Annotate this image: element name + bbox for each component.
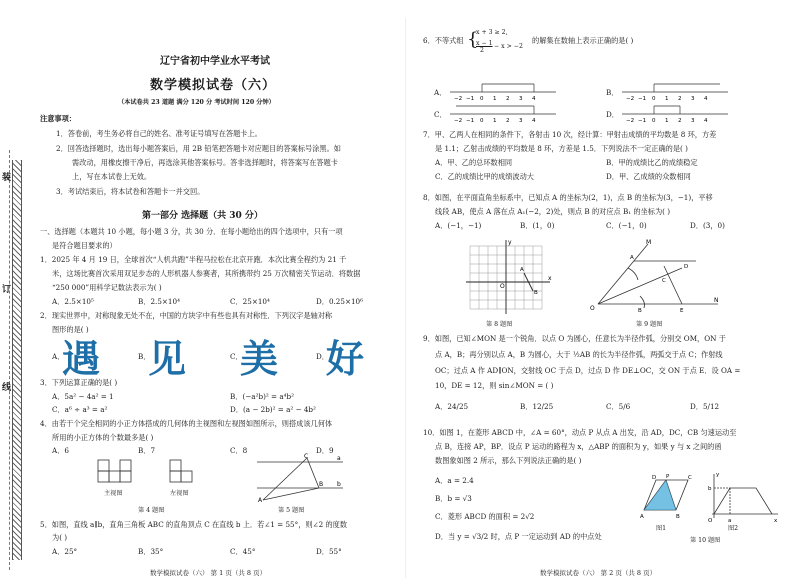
q6-option-b: B． xyxy=(606,88,619,97)
q10-option-c: C．菱形 ABCD 的面积 = 2√2 xyxy=(435,512,535,521)
svg-text:y: y xyxy=(716,472,720,478)
q5-stem-2: 为( ) xyxy=(52,533,68,542)
svg-text:1: 1 xyxy=(665,96,669,102)
svg-text:x: x xyxy=(548,275,552,282)
svg-text:A: A xyxy=(520,267,524,273)
q7-option-a: A．甲、乙的总环数相同 xyxy=(435,158,513,167)
q3-option-c: C．a⁶ ÷ a³ = a² xyxy=(52,405,108,414)
svg-text:0: 0 xyxy=(652,96,656,102)
svg-text:C: C xyxy=(662,278,666,284)
svg-text:1: 1 xyxy=(665,118,669,124)
svg-text:y: y xyxy=(508,239,512,246)
q1-option-d: D．0.25×10⁶ xyxy=(316,297,364,306)
svg-text:C: C xyxy=(688,475,692,481)
svg-text:−1: −1 xyxy=(466,96,475,102)
svg-text:0: 0 xyxy=(480,96,484,102)
q5-option-b: B．35° xyxy=(138,547,164,556)
q6-ineq-2-num: x − 1 xyxy=(476,40,493,47)
svg-text:1: 1 xyxy=(493,96,497,102)
fig8-caption: 第 8 题图 xyxy=(486,321,513,328)
q9-stem-2: 点 A，B；再分别以点 A，B 为圆心，大于 ½AB 的长为半径作弧，两弧交于点 C；作射线 xyxy=(435,350,723,359)
svg-text:−1: −1 xyxy=(638,118,647,124)
svg-text:2: 2 xyxy=(678,118,682,124)
svg-text:B: B xyxy=(676,514,680,520)
fig5-caption: 第 5 题图 xyxy=(278,507,305,514)
q2-char-a: 遇 xyxy=(62,337,101,381)
q7-stem-2: 是 1.1；乙射击成绩的平均数是 8 环，方差是 1.5．下列说法不一定正确的是( ) xyxy=(435,144,688,153)
q5-stem-1: 5．如图，直线 a∥b，直角三角板 ABC 的直角顶点 C 在直线 b 上．若∠1 = 55°，则∠2 的度数 xyxy=(40,520,348,529)
q2-option-a: A． xyxy=(52,352,65,361)
q1-stem-2: 米，这场比赛首次采用双足步态的人形机器人参赛者，其所携带约 25 万次精密关节运动．将数据 xyxy=(52,269,361,278)
svg-text:N: N xyxy=(714,297,719,304)
q7-stem-1: 7．甲、乙两人在相同的条件下，各射击 10 次，经计算：甲射击成绩的平均数是 8 环，方差 xyxy=(423,130,717,139)
binding-dashed-line xyxy=(9,150,10,570)
q2-option-d: D． xyxy=(316,352,329,361)
exam-meta: （本试卷共 23 道题 满分 120 分 考试时间 120 分钟） xyxy=(118,99,275,106)
svg-text:a: a xyxy=(728,518,732,524)
svg-text:O: O xyxy=(708,518,713,524)
q5-option-d: D．55° xyxy=(316,547,342,556)
q4-option-a: A．6 xyxy=(52,446,69,455)
gutter-char-zhuang: 装 xyxy=(2,173,12,183)
note-2-cont: 需改动，用橡皮擦干净后，再选涂其他答案标号。答非选择题时，将答案写在答题卡 xyxy=(72,158,338,167)
q9-stem-1: 9．如图，已知∠MON 是一个锐角．以点 O 为圆心，任意长为半径作弧，分别交 OM，ON 于 xyxy=(423,334,726,343)
svg-text:E: E xyxy=(680,308,684,314)
svg-text:B: B xyxy=(638,308,642,314)
svg-text:4: 4 xyxy=(532,96,536,102)
svg-text:M: M xyxy=(646,239,652,246)
q10-option-b: B．b = √3 xyxy=(435,494,472,503)
q9-stem-4: 10，DE = 12，则 sin∠MON = ( ) xyxy=(435,381,554,390)
q10-stem-3: 数图象如图 2 所示，那么下列说法正确的是( ) xyxy=(435,456,582,465)
svg-text:3: 3 xyxy=(519,96,523,102)
binding-hatch-strip xyxy=(12,160,22,560)
page-divider xyxy=(405,18,406,578)
svg-text:4: 4 xyxy=(704,96,708,102)
q3-stem: 3．下列运算正确的是( ) xyxy=(40,378,118,387)
binding-gutter xyxy=(0,0,22,588)
q6-numberline-c xyxy=(448,102,558,124)
svg-text:A: A xyxy=(258,497,263,504)
svg-text:O: O xyxy=(500,283,505,290)
q2-stem-2: 图形的是( ) xyxy=(52,325,89,334)
svg-text:3: 3 xyxy=(519,118,523,124)
q6-ineq-2-rest: − x > −2 xyxy=(494,43,523,50)
q5-option-a: A．25° xyxy=(52,547,78,556)
right-footer: 数学模拟试卷（六） 第 2 页（共 8 页） xyxy=(540,569,657,577)
q8-option-c: C．(−1，0) xyxy=(606,221,647,230)
q2-char-b: 见 xyxy=(148,337,187,381)
svg-text:−2: −2 xyxy=(626,96,635,102)
fig4-main-view-label: 主视图 xyxy=(104,490,123,497)
q1-stem-3: “250 000”用科学记数法表示为( ) xyxy=(52,283,162,292)
left-footer: 数学模拟试卷（六） 第 1 页（共 8 页） xyxy=(150,569,267,577)
fig8-grid xyxy=(462,238,554,322)
svg-text:B: B xyxy=(534,290,538,296)
q7-option-c: C．乙的成绩比甲的成绩波动大 xyxy=(435,172,534,181)
svg-text:a: a xyxy=(337,455,341,462)
q5-option-c: C．45° xyxy=(230,547,256,556)
q9-option-a: A．24/25 xyxy=(435,402,469,411)
q4-option-d: D．9 xyxy=(316,446,334,455)
q6-option-a: A． xyxy=(434,88,447,97)
q6-option-d: D． xyxy=(606,110,619,119)
part1-heading: 第一部分 选择题（共 30 分） xyxy=(142,211,263,221)
svg-text:3: 3 xyxy=(691,96,695,102)
svg-text:4: 4 xyxy=(532,118,536,124)
q7-option-b: B．甲的成绩比乙的成绩稳定 xyxy=(606,158,698,167)
q9-stem-3: OC；过点 A 作 AD∥ON，交射线 OC 于点 D，过点 D 作 DE⊥OC，交 ON 于点 E．设 OA = xyxy=(435,366,741,375)
q6-stem-a: 6．不等式组 xyxy=(423,36,464,45)
svg-text:0: 0 xyxy=(480,118,484,124)
svg-text:1: 1 xyxy=(493,118,497,124)
svg-text:2: 2 xyxy=(506,118,510,124)
fig10-label-1: 图1 xyxy=(656,525,667,532)
fig9-diagram xyxy=(586,238,726,322)
svg-text:O: O xyxy=(590,305,595,312)
svg-text:−2: −2 xyxy=(454,96,463,102)
svg-text:D: D xyxy=(652,475,657,481)
exam-title: 数学模拟试卷（六） xyxy=(150,78,277,93)
q8-option-d: D．(3，0) xyxy=(690,221,725,230)
svg-text:A: A xyxy=(640,514,644,520)
svg-text:−2: −2 xyxy=(626,118,635,124)
svg-text:x: x xyxy=(774,518,778,524)
svg-text:C: C xyxy=(304,453,309,460)
svg-text:−2: −2 xyxy=(454,118,463,124)
fig10-label-2: 图2 xyxy=(728,525,739,532)
q6-numberline-a xyxy=(448,80,558,102)
gutter-char-xian: 线 xyxy=(2,383,12,393)
q10-stem-2: 点 B，连接 AP，BP．设点 P 运动的路程为 x，△ABP 的面积为 y，如果 y 与 x 之间的函 xyxy=(435,442,722,451)
section1-instructions-cont: 是符合题目要求的） xyxy=(52,241,117,250)
fig4-left-view-label: 左视图 xyxy=(170,490,189,497)
q6-numberline-d xyxy=(620,102,730,124)
fig5-diagram xyxy=(255,452,345,504)
svg-text:B: B xyxy=(319,481,324,488)
svg-text:A: A xyxy=(630,255,634,261)
q6-brace: { xyxy=(467,29,479,50)
q2-char-c: 美 xyxy=(240,337,279,381)
q6-stem-b: 的解集在数轴上表示正确的是( ) xyxy=(532,36,634,45)
note-3: 3．考试结束后，将本试卷和答题卡一并交回。 xyxy=(56,187,205,196)
section1-instructions: 一、选择题（本题共 10 小题，每小题 3 分，共 30 分．在每小题给出的四个选项中，只有一项 xyxy=(40,227,343,236)
note-2-cont2: 上，写在本试卷上无效。 xyxy=(72,172,152,181)
q9-option-d: D．5/12 xyxy=(690,402,720,411)
svg-text:0: 0 xyxy=(652,118,656,124)
q10-option-d: D．当 y = √3/2 时，点 P 一定运动到 AD 的中点处 xyxy=(435,532,602,541)
q3-option-a: A．5a² − 4a² = 1 xyxy=(52,392,114,401)
svg-text:D: D xyxy=(684,264,689,270)
svg-text:−1: −1 xyxy=(466,118,475,124)
q8-option-b: B．(1，0) xyxy=(520,221,555,230)
q2-option-b: B． xyxy=(138,352,151,361)
svg-text:b: b xyxy=(708,486,712,492)
q2-stem-1: 2．现实世界中，对称现象无处不在，中国的方块字中有些也具有对称性．下列汉字是轴对称 xyxy=(40,311,333,320)
q10-option-a: A．a = 2.4 xyxy=(435,476,474,485)
q7-option-d: D．甲、乙成绩的众数相同 xyxy=(606,172,691,181)
note-2: 2．回答选择题时，选出每小题答案后，用 2B 铅笔把答题卡对应题目的答案标号涂黑。如 xyxy=(56,144,341,153)
q4-option-c: C．8 xyxy=(230,446,248,455)
q6-option-c: C． xyxy=(434,110,447,119)
q1-option-b: B．2.5×10⁴ xyxy=(138,297,180,306)
note-1: 1．答卷前，考生务必将自己的姓名、准考证号填写在答题卡上。 xyxy=(56,129,262,138)
q8-stem-1: 8．如图，在平面直角坐标系中，已知点 A 的坐标为(2，1)，点 B 的坐标为(3，−1)，平移 xyxy=(423,193,713,202)
fig4-caption: 第 4 题图 xyxy=(138,507,165,514)
q1-option-c: C．25×10⁴ xyxy=(230,297,270,306)
svg-text:2: 2 xyxy=(506,96,510,102)
q6-numberline-b xyxy=(620,80,730,102)
q4-stem-1: 4．由若干个完全相同的小正方体搭成的几何体的主视图和左视图如图所示，则搭成该几何体 xyxy=(40,419,333,428)
fig10-caption: 第 10 题图 xyxy=(690,537,721,544)
svg-text:−1: −1 xyxy=(638,96,647,102)
notes-title: 注意事项： xyxy=(40,114,76,123)
fig10-diagrams xyxy=(640,470,780,526)
q10-stem-1: 10．如图 1，在菱形 ABCD 中，∠A = 60°，动点 P 从点 A 出发，沿 AD，DC，CB 匀速运动至 xyxy=(423,428,737,437)
q4-stem-2: 所用的小正方体的个数最多是( ) xyxy=(52,433,154,442)
q3-option-b: B．(−a²b)² = a⁴b² xyxy=(230,392,294,401)
fig9-caption: 第 9 题图 xyxy=(636,321,663,328)
q4-option-b: B．7 xyxy=(138,446,156,455)
q1-option-a: A．2.5×10⁵ xyxy=(52,297,94,306)
q1-stem-1: 1．2025 年 4 月 19 日，全球首次“人机共跑”半程马拉松在北京开跑．本次比赛全程约为 21 千 xyxy=(40,255,347,264)
q9-option-b: B．12/25 xyxy=(520,402,554,411)
svg-text:4: 4 xyxy=(704,118,708,124)
exam-region-title: 辽宁省初中学业水平考试 xyxy=(160,56,270,67)
gutter-char-ding: 订 xyxy=(2,285,12,295)
svg-text:P: P xyxy=(666,474,670,480)
q8-option-a: A．(−1，−1) xyxy=(435,221,482,230)
q2-option-c: C． xyxy=(230,352,243,361)
svg-text:3: 3 xyxy=(691,118,695,124)
svg-text:b: b xyxy=(337,481,341,488)
q2-char-d: 好 xyxy=(326,337,365,381)
svg-text:2: 2 xyxy=(678,96,682,102)
q3-option-d: D．(a − 2b)² = a² − 4b² xyxy=(230,405,316,414)
q8-stem-2: 线段 AB，使点 A 落在点 A₁(−2，2)处，则点 B 的对应点 B₁ 的坐标为( ) xyxy=(435,207,671,216)
q9-option-c: C．5/6 xyxy=(606,402,631,411)
q6-ineq-1: x + 3 ≥ 2, xyxy=(476,29,508,36)
q6-ineq-2-den: 2 xyxy=(480,47,484,54)
